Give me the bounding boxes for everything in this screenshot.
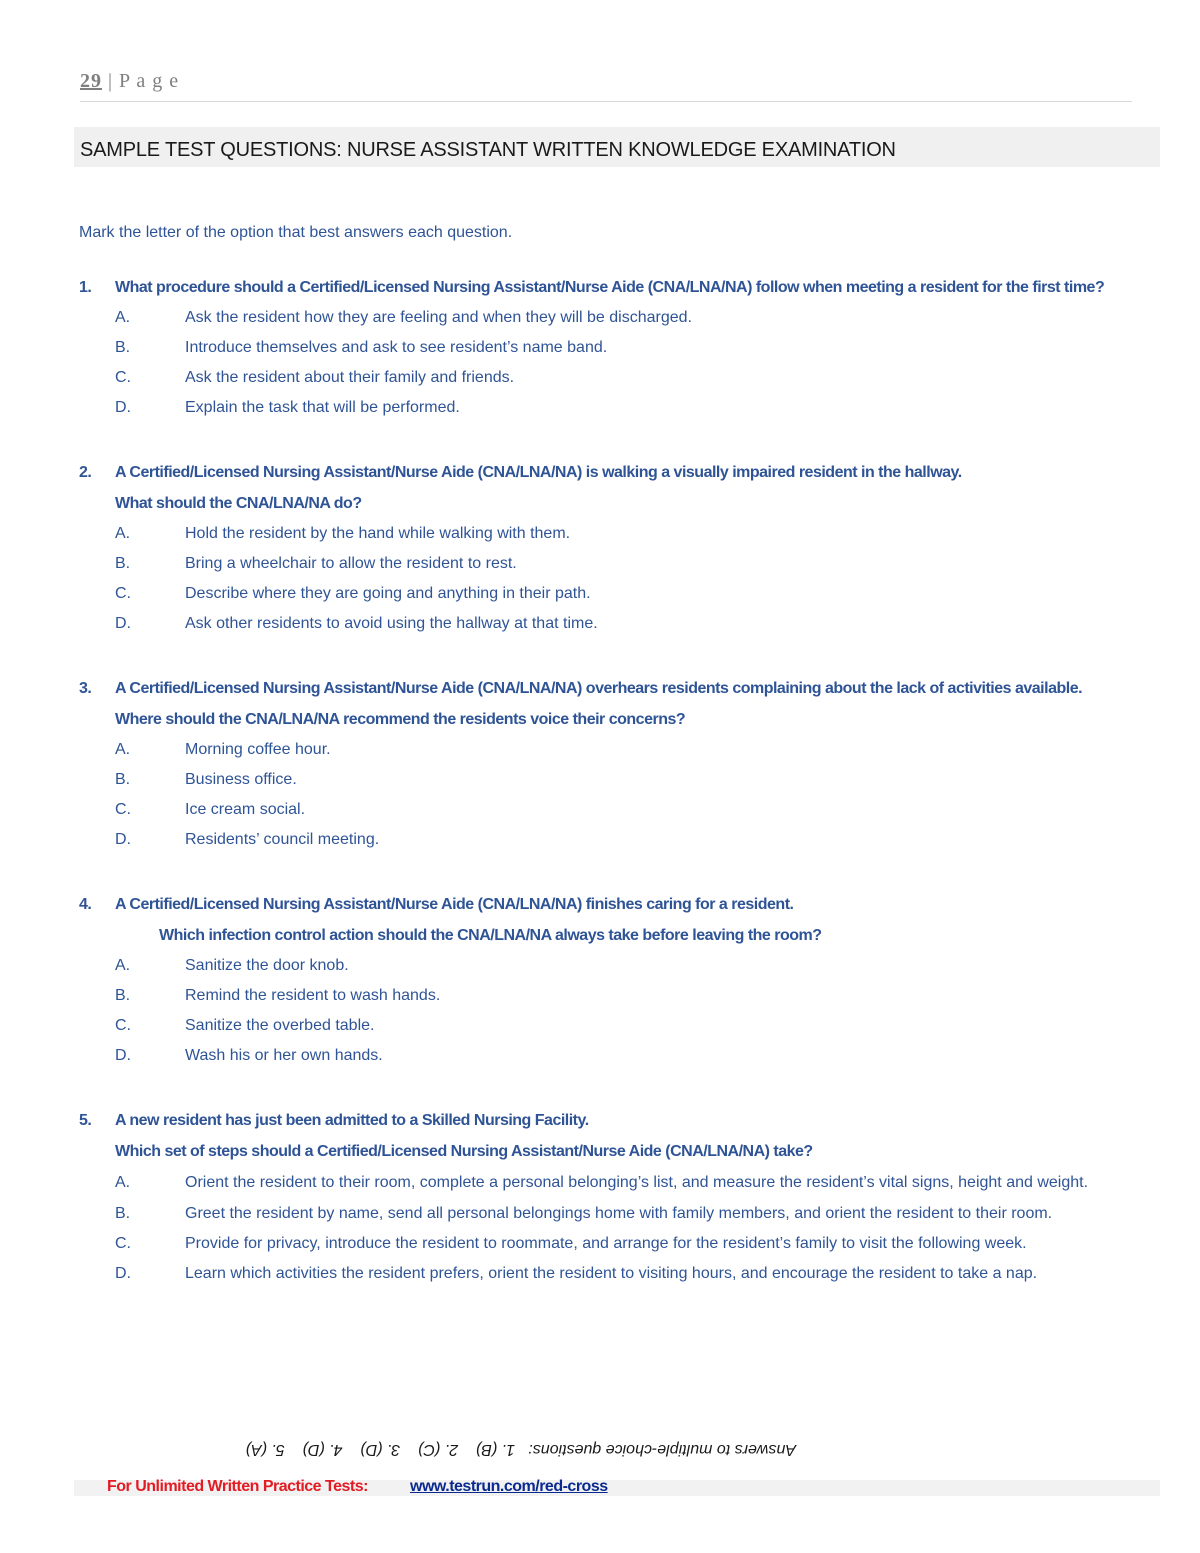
instructions: Mark the letter of the option that best answers each question. bbox=[79, 224, 513, 241]
question-prompt: Where should the CNA/LNA/NA recommend the residents voice their concerns? bbox=[115, 711, 686, 728]
option-text: Orient the resident to their room, complete a personal belonging’s list, and measure the resident’s vital signs, height and weight. bbox=[185, 1174, 1089, 1191]
option-letter: D. bbox=[115, 615, 131, 632]
option[interactable] bbox=[79, 1011, 1159, 1041]
page-separator: | bbox=[108, 70, 114, 92]
option[interactable] bbox=[79, 951, 1159, 981]
option-letter: D. bbox=[115, 399, 131, 416]
answer-key-upside-down: Answers to multiple-choice questions: 1. (B) 2. (C) 3. (D) 4. (D) 5. (A) bbox=[245, 1441, 796, 1458]
option[interactable] bbox=[79, 579, 1159, 609]
question-prompt: Which set of steps should a Certified/Licensed Nursing Assistant/Nurse Aide (CNA/LNA/NA) take? bbox=[115, 1143, 813, 1160]
option[interactable] bbox=[79, 1167, 1159, 1198]
title-banner bbox=[74, 127, 1160, 167]
option-text: Ask the resident how they are feeling and when they will be discharged. bbox=[185, 309, 692, 326]
option[interactable] bbox=[79, 363, 1159, 393]
option-text: Provide for privacy, introduce the resident to roommate, and arrange for the resident’s family to visit the following week. bbox=[185, 1235, 1027, 1252]
question-3 bbox=[79, 673, 1159, 855]
option-text: Ask the resident about their family and friends. bbox=[185, 369, 515, 386]
option-text: Learn which activities the resident prefers, orient the resident to visiting hours, and encourage the resident to take a nap. bbox=[185, 1265, 1038, 1282]
question-prompt: What should the CNA/LNA/NA do? bbox=[115, 495, 362, 512]
option-letter: A. bbox=[115, 741, 131, 758]
option-text: Ask other residents to avoid using the hallway at that time. bbox=[185, 615, 598, 632]
option-letter: D. bbox=[115, 1265, 131, 1282]
page-title: SAMPLE TEST QUESTIONS: NURSE ASSISTANT WRITTEN KNOWLEDGE EXAMINATION bbox=[80, 139, 896, 161]
option[interactable] bbox=[79, 333, 1159, 363]
option-letter: C. bbox=[115, 1235, 131, 1252]
question-number: 4. bbox=[79, 896, 92, 913]
question-2 bbox=[79, 457, 1159, 639]
option-text: Introduce themselves and ask to see resident’s name band. bbox=[185, 339, 608, 356]
option-letter: C. bbox=[115, 801, 131, 818]
option-letter: A. bbox=[115, 957, 131, 974]
question-stem: What procedure should a Certified/Licensed Nursing Assistant/Nurse Aide (CNA/LNA/NA) follow when meeting a resident for the first time? bbox=[115, 279, 1105, 296]
option-text: Sanitize the overbed table. bbox=[185, 1017, 375, 1034]
question-4 bbox=[79, 889, 1159, 1071]
option-letter: B. bbox=[115, 771, 131, 788]
option[interactable] bbox=[79, 303, 1159, 333]
option-letter: B. bbox=[115, 339, 131, 356]
question-list bbox=[79, 272, 1159, 1289]
option-letter: A. bbox=[115, 309, 131, 326]
option-text: Sanitize the door knob. bbox=[185, 957, 349, 974]
option-letter: D. bbox=[115, 831, 131, 848]
option-text: Business office. bbox=[185, 771, 297, 788]
question-stem: A Certified/Licensed Nursing Assistant/Nurse Aide (CNA/LNA/NA) is walking a visually impaired resident in the hallway. bbox=[115, 464, 962, 481]
option-letter: C. bbox=[115, 369, 131, 386]
question-number: 1. bbox=[79, 279, 92, 296]
question-5 bbox=[79, 1105, 1159, 1289]
footer-label: For Unlimited Written Practice Tests: bbox=[107, 1478, 368, 1495]
option[interactable] bbox=[79, 609, 1159, 639]
question-1 bbox=[79, 272, 1159, 423]
option[interactable] bbox=[79, 795, 1159, 825]
option-text: Greet the resident by name, send all personal belongings home with family members, and orient the resident to their room. bbox=[185, 1205, 1053, 1222]
option-text: Ice cream social. bbox=[185, 801, 306, 818]
option[interactable] bbox=[79, 1259, 1159, 1289]
option[interactable] bbox=[79, 1198, 1159, 1229]
option[interactable] bbox=[79, 825, 1159, 855]
question-stem: A Certified/Licensed Nursing Assistant/Nurse Aide (CNA/LNA/NA) overhears residents complaining about the lack of activities available. bbox=[115, 680, 1083, 697]
option-text: Remind the resident to wash hands. bbox=[185, 987, 441, 1004]
option-text: Describe where they are going and anything in their path. bbox=[185, 585, 591, 602]
option-letter: C. bbox=[115, 585, 131, 602]
question-prompt: Which infection control action should the CNA/LNA/NA always take before leaving the room? bbox=[159, 927, 822, 944]
option[interactable] bbox=[79, 981, 1159, 1011]
footer-link[interactable]: www.testrun.com/red-cross bbox=[410, 1478, 608, 1495]
page-number: 29 bbox=[80, 70, 102, 92]
option-letter: B. bbox=[115, 1205, 131, 1222]
option[interactable] bbox=[79, 549, 1159, 579]
question-stem: A Certified/Licensed Nursing Assistant/Nurse Aide (CNA/LNA/NA) finishes caring for a resident. bbox=[115, 896, 794, 913]
option-text: Hold the resident by the hand while walking with them. bbox=[185, 525, 571, 542]
option[interactable] bbox=[79, 519, 1159, 549]
option-text: Wash his or her own hands. bbox=[185, 1047, 383, 1064]
option-letter: A. bbox=[115, 1174, 131, 1191]
option[interactable] bbox=[79, 1229, 1159, 1259]
option-letter: B. bbox=[115, 555, 131, 572]
page-header bbox=[80, 70, 1132, 102]
option-letter: D. bbox=[115, 1047, 131, 1064]
option-letter: A. bbox=[115, 525, 131, 542]
option-letter: C. bbox=[115, 1017, 131, 1034]
option[interactable] bbox=[79, 393, 1159, 423]
option[interactable] bbox=[79, 765, 1159, 795]
option-text: Morning coffee hour. bbox=[185, 741, 331, 758]
option-text: Bring a wheelchair to allow the resident to rest. bbox=[185, 555, 517, 572]
question-number: 2. bbox=[79, 464, 92, 481]
option-letter: B. bbox=[115, 987, 131, 1004]
page-label: P a g e bbox=[119, 70, 180, 92]
question-number: 3. bbox=[79, 680, 92, 697]
option-text: Explain the task that will be performed. bbox=[185, 399, 460, 416]
question-number: 5. bbox=[79, 1112, 92, 1129]
option-text: Residents’ council meeting. bbox=[185, 831, 380, 848]
question-stem: A new resident has just been admitted to a Skilled Nursing Facility. bbox=[115, 1112, 589, 1129]
option[interactable] bbox=[79, 1041, 1159, 1071]
option[interactable] bbox=[79, 735, 1159, 765]
